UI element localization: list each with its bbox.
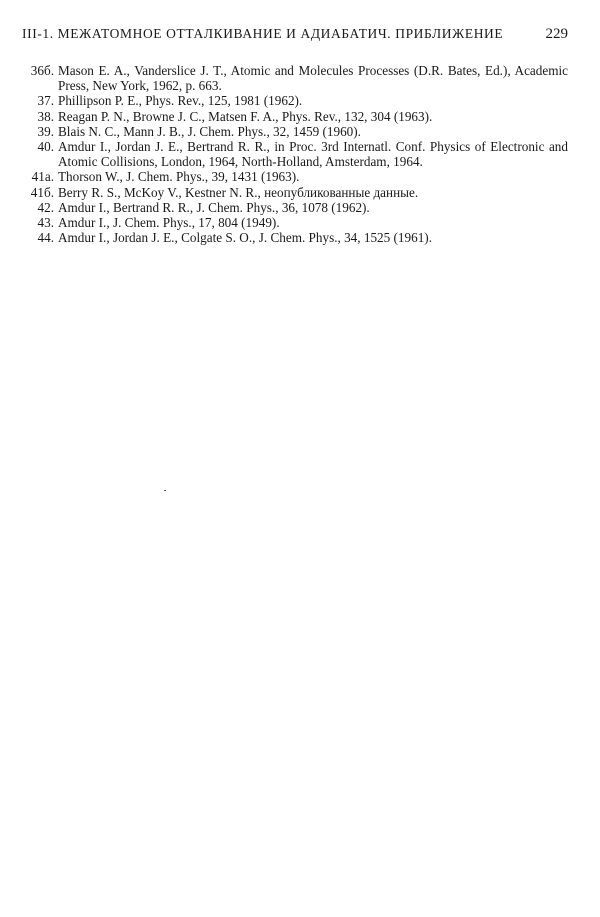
reference-number: 36б. bbox=[30, 63, 54, 78]
reference-item bbox=[22, 230, 568, 245]
reference-item bbox=[22, 63, 568, 93]
reference-number: 40. bbox=[37, 139, 54, 155]
running-head-title: III-1. МЕЖАТОМНОЕ ОТТАЛКИВАНИЕ И АДИАБАТИЧ. ПРИБЛИЖЕНИЕ bbox=[22, 26, 504, 41]
reference-text: Phillipson P. E., Phys. Rev., 125, 1981 (1962). bbox=[58, 93, 303, 109]
reference-text: Reagan P. N., Browne J. C., Matsen F. A., Phys. Rev., 132, 304 (1963). bbox=[58, 108, 433, 124]
reference-item bbox=[22, 185, 568, 200]
reference-item bbox=[22, 169, 568, 184]
reference-text: Thorson W., J. Chem. Phys., 39, 1431 (1963). bbox=[58, 169, 300, 185]
reference-text: Amdur I., Bertrand R. R., J. Chem. Phys., 36, 1078 (1962). bbox=[58, 199, 370, 215]
reference-number: 43. bbox=[37, 215, 54, 231]
reference-text: Mason E. A., Vanderslice J. T., Atomic and Molecules Processes (D.R. Bates, Ed.), Academic Press, New York, 1962, p. 663. bbox=[58, 63, 568, 94]
reference-number: 38. bbox=[37, 108, 54, 124]
reference-item bbox=[22, 139, 568, 169]
reference-number: 42. bbox=[37, 199, 54, 215]
reference-text: Blais N. C., Mann J. B., J. Chem. Phys., 32, 1459 (1960). bbox=[58, 123, 361, 139]
reference-number: 41а. bbox=[31, 169, 54, 185]
reference-text: Berry R. S., McKoy V., Kestner N. R., неопубликованные данные. bbox=[58, 184, 419, 200]
reference-text: Amdur I., Jordan J. E., Colgate S. O., J. Chem. Phys., 34, 1525 (1961). bbox=[58, 230, 432, 246]
reference-list bbox=[22, 63, 568, 245]
running-head bbox=[22, 26, 568, 46]
reference-item bbox=[22, 109, 568, 124]
page-number: 229 bbox=[545, 26, 568, 42]
reference-item bbox=[22, 215, 568, 230]
reference-text: Amdur I., J. Chem. Phys., 17, 804 (1949). bbox=[58, 215, 280, 231]
reference-number: 41б. bbox=[30, 184, 54, 200]
reference-item bbox=[22, 93, 568, 108]
reference-number: 37. bbox=[37, 93, 54, 109]
reference-item bbox=[22, 200, 568, 215]
reference-number: 44. bbox=[37, 230, 54, 246]
reference-number: 39. bbox=[37, 123, 54, 139]
print-speck bbox=[164, 490, 166, 491]
reference-text: Amdur I., Jordan J. E., Bertrand R. R., in Proc. 3rd Internatl. Conf. Physics of Electronic and Atomic Collisions, London, 1964, North-Holland, Amsterdam, 1964. bbox=[58, 139, 568, 170]
reference-item bbox=[22, 124, 568, 139]
